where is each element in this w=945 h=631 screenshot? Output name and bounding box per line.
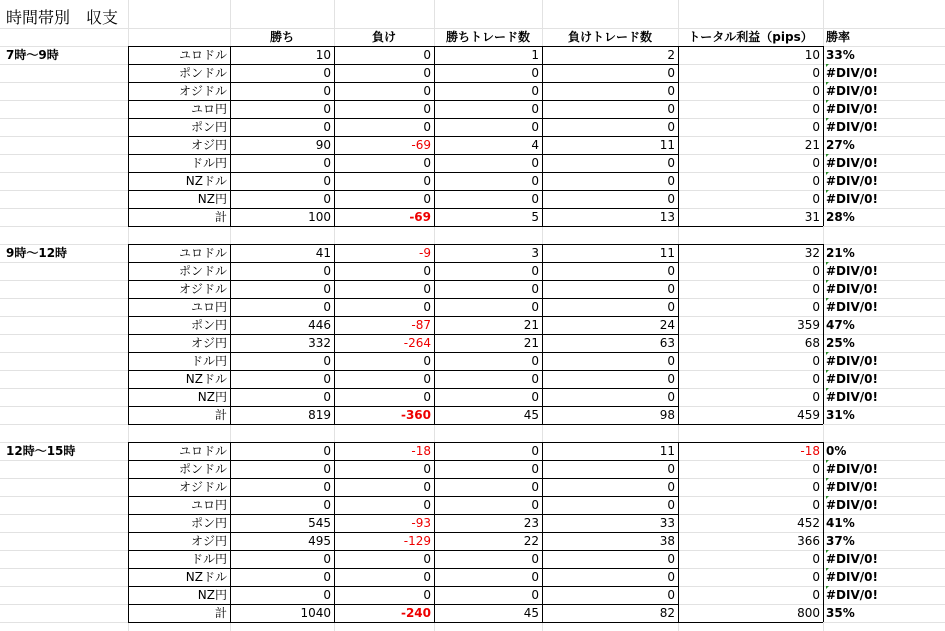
value-cell-losses[interactable]: 0 (667, 192, 675, 206)
currency-pair-cell[interactable]: オジドル (178, 480, 227, 494)
value-cell-losses[interactable]: 0 (667, 102, 675, 116)
value-cell-wins[interactable]: 0 (531, 264, 539, 278)
time-slot-label: 7時～9時 (6, 48, 59, 62)
win-rate-cell[interactable]: #DIV/0! (826, 64, 886, 82)
currency-pair-cell[interactable]: NZ円 (197, 390, 227, 404)
value-cell-losses[interactable]: 13 (659, 210, 675, 224)
value-cell-wins[interactable]: 23 (523, 516, 539, 530)
value-cell-win[interactable]: 0 (323, 372, 331, 386)
win-rate-cell[interactable]: 35% (826, 606, 855, 620)
value-cell-wins[interactable]: 0 (531, 156, 539, 170)
value-cell-losses[interactable]: 0 (667, 264, 675, 278)
value-cell-loss[interactable]: 0 (423, 570, 431, 584)
currency-pair-cell[interactable]: ユロドル (178, 246, 227, 260)
value-cell-total[interactable]: 366 (797, 534, 820, 548)
value-cell-loss[interactable]: 0 (423, 192, 431, 206)
currency-pair-cell[interactable]: オジドル (178, 84, 227, 98)
win-rate-cell[interactable]: #DIV/0! (826, 478, 886, 496)
column-header: 勝ち (269, 30, 294, 44)
win-rate-cell[interactable]: 31% (826, 408, 855, 422)
win-rate-cell[interactable]: #DIV/0! (826, 298, 886, 316)
value-cell-win[interactable]: 0 (323, 102, 331, 116)
value-cell-total[interactable]: 0 (812, 156, 820, 170)
value-cell-win[interactable]: 819 (308, 408, 331, 422)
column-border (128, 46, 129, 226)
value-cell-total[interactable]: 0 (812, 498, 820, 512)
currency-pair-cell[interactable]: 計 (214, 210, 227, 224)
value-cell-win[interactable]: 0 (323, 66, 331, 80)
value-cell-loss[interactable]: -87 (411, 318, 431, 332)
value-cell-loss[interactable]: 0 (423, 156, 431, 170)
value-cell-loss[interactable]: 0 (423, 102, 431, 116)
value-cell-win[interactable]: 1040 (300, 606, 331, 620)
value-cell-losses[interactable]: 0 (667, 120, 675, 134)
value-cell-wins[interactable]: 0 (531, 174, 539, 188)
value-cell-total[interactable]: -18 (800, 444, 820, 458)
column-header: 勝率 (826, 30, 851, 44)
value-cell-win[interactable]: 0 (323, 174, 331, 188)
value-cell-losses[interactable]: 0 (667, 66, 675, 80)
value-cell-win[interactable]: 0 (323, 84, 331, 98)
currency-pair-cell[interactable]: ユロ円 (190, 498, 227, 512)
value-cell-total[interactable]: 0 (812, 354, 820, 368)
value-cell-loss[interactable]: 0 (423, 66, 431, 80)
value-cell-total[interactable]: 0 (812, 102, 820, 116)
value-cell-wins[interactable]: 45 (523, 408, 539, 422)
value-cell-win[interactable]: 10 (315, 48, 331, 62)
value-cell-win[interactable]: 100 (308, 210, 331, 224)
win-rate-cell[interactable]: 27% (826, 138, 855, 152)
value-cell-losses[interactable]: 0 (667, 156, 675, 170)
row-border (678, 442, 823, 443)
value-cell-losses[interactable]: 0 (667, 570, 675, 584)
value-cell-loss[interactable]: 0 (423, 480, 431, 494)
value-cell-total[interactable]: 0 (812, 462, 820, 476)
value-cell-total[interactable]: 0 (812, 264, 820, 278)
column-header: トータル利益（pips） (688, 30, 813, 44)
value-cell-total[interactable]: 10 (804, 48, 820, 62)
value-cell-losses[interactable]: 82 (659, 606, 675, 620)
currency-pair-cell[interactable]: ユロドル (178, 48, 227, 62)
value-cell-wins[interactable]: 0 (531, 354, 539, 368)
currency-pair-cell[interactable]: オジ円 (190, 336, 227, 350)
value-cell-loss[interactable]: 0 (423, 120, 431, 134)
value-cell-losses[interactable]: 2 (667, 48, 675, 62)
value-cell-loss[interactable]: 0 (423, 354, 431, 368)
value-cell-total[interactable]: 0 (812, 84, 820, 98)
value-cell-total[interactable]: 68 (804, 336, 820, 350)
value-cell-total[interactable]: 800 (797, 606, 820, 620)
column-border (334, 46, 335, 226)
value-cell-win[interactable]: 446 (308, 318, 331, 332)
value-cell-win[interactable]: 545 (308, 516, 331, 530)
currency-pair-cell[interactable]: ポンドル (178, 462, 227, 476)
win-rate-cell[interactable]: #DIV/0! (826, 154, 886, 172)
value-cell-losses[interactable]: 11 (659, 246, 675, 260)
win-rate-cell[interactable]: #DIV/0! (826, 370, 886, 388)
value-cell-win[interactable]: 0 (323, 192, 331, 206)
currency-pair-cell[interactable]: NZ円 (197, 588, 227, 602)
value-cell-losses[interactable]: 24 (659, 318, 675, 332)
value-cell-loss[interactable]: 0 (423, 264, 431, 278)
row-border (128, 622, 678, 623)
win-rate-cell[interactable]: 33% (826, 48, 855, 62)
value-cell-wins[interactable]: 0 (531, 480, 539, 494)
value-cell-wins[interactable]: 0 (531, 300, 539, 314)
currency-pair-cell[interactable]: 計 (214, 408, 227, 422)
value-cell-wins[interactable]: 4 (531, 138, 539, 152)
row-border (678, 46, 823, 47)
value-cell-loss[interactable]: 0 (423, 282, 431, 296)
column-header: 負けトレード数 (567, 30, 652, 44)
currency-pair-cell[interactable]: NZドル (185, 372, 227, 386)
currency-pair-cell[interactable]: ポンドル (178, 66, 227, 80)
value-cell-win[interactable]: 0 (323, 282, 331, 296)
value-cell-loss[interactable]: -240 (400, 606, 431, 620)
column-border (823, 244, 824, 424)
value-cell-loss[interactable]: -360 (400, 408, 431, 422)
column-border (230, 46, 231, 226)
win-rate-cell[interactable]: 41% (826, 516, 855, 530)
value-cell-total[interactable]: 0 (812, 552, 820, 566)
column-border (434, 442, 435, 622)
value-cell-win[interactable]: 0 (323, 156, 331, 170)
value-cell-win[interactable]: 41 (315, 246, 331, 260)
value-cell-loss[interactable]: -129 (403, 534, 431, 548)
value-cell-wins[interactable]: 0 (531, 120, 539, 134)
value-cell-loss[interactable]: -69 (409, 210, 431, 224)
value-cell-total[interactable]: 0 (812, 300, 820, 314)
currency-pair-cell[interactable]: ドル円 (190, 354, 227, 368)
value-cell-win[interactable]: 0 (323, 264, 331, 278)
win-rate-cell[interactable]: #DIV/0! (826, 352, 886, 370)
value-cell-win[interactable]: 0 (323, 480, 331, 494)
win-rate-cell[interactable]: #DIV/0! (826, 280, 886, 298)
value-cell-losses[interactable]: 0 (667, 390, 675, 404)
currency-pair-cell[interactable]: ユロ円 (190, 300, 227, 314)
value-cell-wins[interactable]: 0 (531, 84, 539, 98)
value-cell-loss[interactable]: -18 (411, 444, 431, 458)
value-cell-total[interactable]: 0 (812, 570, 820, 584)
value-cell-wins[interactable]: 22 (523, 534, 539, 548)
value-cell-total[interactable]: 21 (804, 138, 820, 152)
value-cell-win[interactable]: 0 (323, 390, 331, 404)
value-cell-losses[interactable]: 0 (667, 354, 675, 368)
value-cell-loss[interactable]: -9 (419, 246, 431, 260)
value-cell-wins[interactable]: 0 (531, 444, 539, 458)
win-rate-cell[interactable]: 21% (826, 246, 855, 260)
win-rate-cell[interactable]: 28% (826, 210, 855, 224)
win-rate-cell[interactable]: #DIV/0! (826, 172, 886, 190)
currency-pair-cell[interactable]: ポンドル (178, 264, 227, 278)
value-cell-win[interactable]: 0 (323, 354, 331, 368)
value-cell-win[interactable]: 0 (323, 570, 331, 584)
value-cell-loss[interactable]: 0 (423, 588, 431, 602)
value-cell-loss[interactable]: 0 (423, 84, 431, 98)
value-cell-win[interactable]: 332 (308, 336, 331, 350)
row-border (128, 226, 678, 227)
column-border (542, 244, 543, 424)
currency-pair-cell[interactable]: ドル円 (190, 156, 227, 170)
value-cell-wins[interactable]: 0 (531, 462, 539, 476)
value-cell-total[interactable]: 32 (804, 246, 820, 260)
value-cell-total[interactable]: 0 (812, 390, 820, 404)
value-cell-losses[interactable]: 11 (659, 138, 675, 152)
column-border (678, 442, 679, 622)
value-cell-loss[interactable]: 0 (423, 174, 431, 188)
value-cell-wins[interactable]: 3 (531, 246, 539, 260)
column-header: 負け (371, 30, 396, 44)
value-cell-losses[interactable]: 11 (659, 444, 675, 458)
row-border (678, 244, 823, 245)
value-cell-wins[interactable]: 0 (531, 552, 539, 566)
win-rate-cell[interactable]: #DIV/0! (826, 550, 886, 568)
win-rate-cell[interactable]: #DIV/0! (826, 262, 886, 280)
value-cell-wins[interactable]: 0 (531, 498, 539, 512)
value-cell-wins[interactable]: 0 (531, 570, 539, 584)
value-cell-total[interactable]: 0 (812, 120, 820, 134)
value-cell-total[interactable]: 0 (812, 174, 820, 188)
currency-pair-cell[interactable]: オジ円 (190, 534, 227, 548)
value-cell-wins[interactable]: 0 (531, 372, 539, 386)
value-cell-loss[interactable]: 0 (423, 372, 431, 386)
value-cell-loss[interactable]: -69 (411, 138, 431, 152)
value-cell-total[interactable]: 0 (812, 588, 820, 602)
value-cell-losses[interactable]: 0 (667, 84, 675, 98)
value-cell-losses[interactable]: 98 (659, 408, 675, 422)
value-cell-wins[interactable]: 0 (531, 390, 539, 404)
time-slot-label: 9時～12時 (6, 246, 68, 260)
column-border (128, 244, 129, 424)
time-slot-label: 12時～15時 (6, 444, 76, 458)
value-cell-wins[interactable]: 5 (531, 210, 539, 224)
currency-pair-cell[interactable]: NZ円 (197, 192, 227, 206)
value-cell-loss[interactable]: -264 (403, 336, 431, 350)
value-cell-loss[interactable]: 0 (423, 300, 431, 314)
value-cell-losses[interactable]: 0 (667, 372, 675, 386)
value-cell-loss[interactable]: 0 (423, 552, 431, 566)
value-cell-win[interactable]: 495 (308, 534, 331, 548)
currency-pair-cell[interactable]: NZドル (185, 174, 227, 188)
value-cell-losses[interactable]: 0 (667, 552, 675, 566)
currency-pair-cell[interactable]: 計 (214, 606, 227, 620)
column-border (434, 46, 435, 226)
column-border (678, 46, 679, 226)
win-rate-cell[interactable]: #DIV/0! (826, 100, 886, 118)
row-border (678, 226, 823, 227)
currency-pair-cell[interactable]: ドル円 (190, 552, 227, 566)
row-border (678, 622, 823, 623)
column-border (823, 46, 824, 226)
value-cell-losses[interactable]: 38 (659, 534, 675, 548)
value-cell-win[interactable]: 90 (315, 138, 331, 152)
column-border (823, 442, 824, 622)
column-border (434, 244, 435, 424)
value-cell-losses[interactable]: 0 (667, 498, 675, 512)
value-cell-wins[interactable]: 0 (531, 102, 539, 116)
value-cell-loss[interactable]: 0 (423, 48, 431, 62)
value-cell-win[interactable]: 0 (323, 462, 331, 476)
value-cell-win[interactable]: 0 (323, 444, 331, 458)
currency-pair-cell[interactable]: ユロドル (178, 444, 227, 458)
currency-pair-cell[interactable]: ユロ円 (190, 102, 227, 116)
currency-pair-cell[interactable]: ポン円 (190, 516, 227, 530)
currency-pair-cell[interactable]: オジドル (178, 282, 227, 296)
currency-pair-cell[interactable]: ポン円 (190, 318, 227, 332)
column-border (230, 244, 231, 424)
value-cell-total[interactable]: 452 (797, 516, 820, 530)
column-border (334, 244, 335, 424)
value-cell-wins[interactable]: 0 (531, 588, 539, 602)
value-cell-losses[interactable]: 0 (667, 282, 675, 296)
column-border (334, 442, 335, 622)
row-border (678, 424, 823, 425)
currency-pair-cell[interactable]: ポン円 (190, 120, 227, 134)
value-cell-total[interactable]: 0 (812, 372, 820, 386)
column-border (128, 442, 129, 622)
value-cell-wins[interactable]: 0 (531, 66, 539, 80)
win-rate-cell[interactable]: 0% (826, 444, 847, 458)
value-cell-losses[interactable]: 0 (667, 588, 675, 602)
value-cell-total[interactable]: 0 (812, 282, 820, 296)
value-cell-total[interactable]: 31 (804, 210, 820, 224)
value-cell-losses[interactable]: 0 (667, 462, 675, 476)
value-cell-win[interactable]: 0 (323, 498, 331, 512)
value-cell-wins[interactable]: 21 (523, 318, 539, 332)
value-cell-win[interactable]: 0 (323, 552, 331, 566)
value-cell-loss[interactable]: 0 (423, 498, 431, 512)
value-cell-losses[interactable]: 0 (667, 300, 675, 314)
value-cell-win[interactable]: 0 (323, 300, 331, 314)
value-cell-loss[interactable]: -93 (411, 516, 431, 530)
value-cell-wins[interactable]: 0 (531, 282, 539, 296)
win-rate-cell[interactable]: #DIV/0! (826, 496, 886, 514)
column-border (678, 244, 679, 424)
value-cell-wins[interactable]: 0 (531, 192, 539, 206)
value-cell-total[interactable]: 0 (812, 480, 820, 494)
currency-pair-cell[interactable]: オジ円 (190, 138, 227, 152)
value-cell-win[interactable]: 0 (323, 588, 331, 602)
value-cell-total[interactable]: 459 (797, 408, 820, 422)
value-cell-losses[interactable]: 33 (659, 516, 675, 530)
value-cell-losses[interactable]: 63 (659, 336, 675, 350)
column-border (542, 442, 543, 622)
value-cell-total[interactable]: 359 (797, 318, 820, 332)
win-rate-cell[interactable]: #DIV/0! (826, 190, 886, 208)
column-header: 勝ちトレード数 (445, 30, 530, 44)
value-cell-losses[interactable]: 0 (667, 480, 675, 494)
currency-pair-cell[interactable]: NZドル (185, 570, 227, 584)
row-border (128, 424, 678, 425)
value-cell-wins[interactable]: 45 (523, 606, 539, 620)
win-rate-cell[interactable]: #DIV/0! (826, 586, 886, 604)
value-cell-win[interactable]: 0 (323, 120, 331, 134)
win-rate-cell[interactable]: 47% (826, 318, 855, 332)
value-cell-loss[interactable]: 0 (423, 462, 431, 476)
win-rate-cell[interactable]: #DIV/0! (826, 388, 886, 406)
sheet-title: 時間帯別 収支 (6, 8, 119, 27)
column-border (230, 442, 231, 622)
win-rate-cell[interactable]: #DIV/0! (826, 460, 886, 478)
value-cell-total[interactable]: 0 (812, 66, 820, 80)
column-border (542, 46, 543, 226)
win-rate-cell[interactable]: 25% (826, 336, 855, 350)
value-cell-loss[interactable]: 0 (423, 390, 431, 404)
value-cell-losses[interactable]: 0 (667, 174, 675, 188)
value-cell-wins[interactable]: 1 (531, 48, 539, 62)
win-rate-cell[interactable]: #DIV/0! (826, 118, 886, 136)
value-cell-wins[interactable]: 21 (523, 336, 539, 350)
win-rate-cell[interactable]: 37% (826, 534, 855, 548)
win-rate-cell[interactable]: #DIV/0! (826, 568, 886, 586)
win-rate-cell[interactable]: #DIV/0! (826, 82, 886, 100)
value-cell-total[interactable]: 0 (812, 192, 820, 206)
